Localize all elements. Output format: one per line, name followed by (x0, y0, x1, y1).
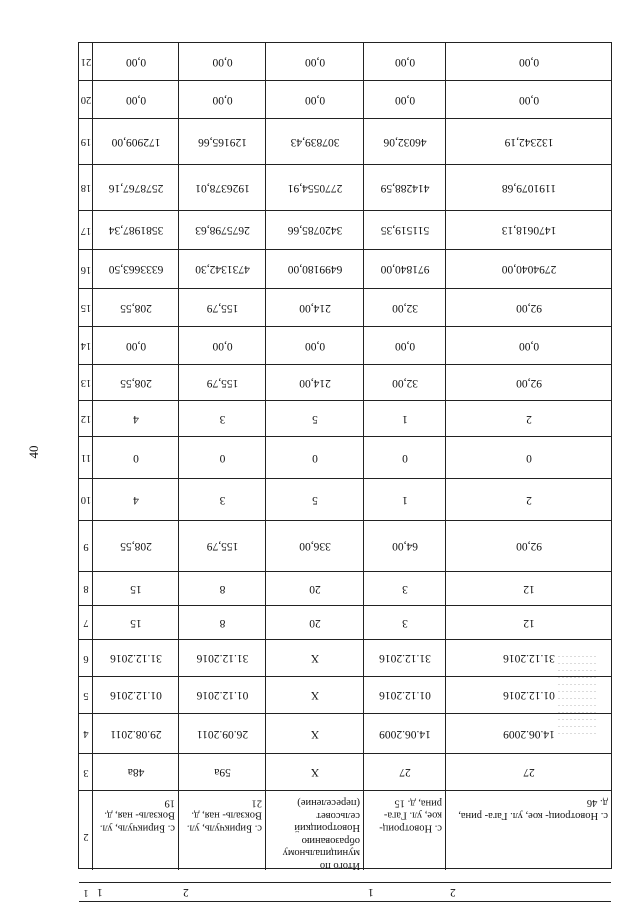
table-cell-c15: 92,00 (516, 302, 542, 314)
table-cell-c10: 5 (312, 494, 318, 506)
table-cell-c9: 336,00 (299, 540, 331, 553)
table-cell-c4: 14.06.2009 (503, 728, 555, 740)
table-cell-c7: 15 (130, 617, 142, 629)
table-cell-c10: 3 (219, 494, 226, 506)
table-cell-c13: 208,55 (120, 377, 152, 389)
table-cell-c7: 20 (309, 617, 321, 629)
table-cell-c11: 0 (526, 452, 532, 464)
column-number-label: 9 (83, 541, 89, 552)
column-number-label: 21 (80, 56, 92, 68)
column-number-label: 20 (80, 94, 92, 106)
table-cell-c2 (266, 791, 364, 883)
table-cell-c8: 8 (219, 583, 226, 595)
table-cell-c9: 64,00 (392, 540, 418, 553)
table-cell-c20: 0,00 (212, 94, 233, 106)
table-cell-c5: 01.12.2016 (110, 689, 162, 702)
column-number-label: 15 (80, 302, 92, 314)
table-cell-c15: 155,79 (206, 302, 239, 314)
table-cell-c5: X (310, 689, 320, 702)
table-cell-c17: 3420785,66 (287, 224, 343, 237)
table-cell-c11: 0 (402, 452, 408, 464)
column-number-label: 6 (83, 653, 89, 664)
table-cell-c1: 2 (183, 886, 189, 899)
table-cell-c1: 1 (368, 886, 374, 899)
table-cell-c2 (364, 791, 446, 883)
table-cell-c8: 15 (130, 583, 142, 595)
table-cell-c10: 1 (402, 494, 408, 506)
table-cell-c16: 6499180,00 (287, 263, 343, 276)
table-cell-c3: X (310, 766, 320, 779)
address-text: с. Бирикчуль, ул. Вокзаль- ная, д. 21 (186, 797, 262, 834)
table-cell-c6: 31.12.2016 (196, 652, 249, 665)
table-cell-c6: 31.12.2016 (379, 652, 431, 665)
table-cell-c19: 129165,66 (198, 136, 247, 148)
column-number-label: 13 (80, 377, 92, 389)
table-cell-c2 (179, 791, 266, 883)
table-cell-c13: 214,00 (299, 377, 331, 389)
address-text: с. Бирикчуль, ул. Вокзаль- ная, д. 19 (99, 797, 175, 834)
table-cell-c5: 01.12.2016 (196, 689, 249, 702)
column-number-label: 3 (83, 767, 89, 778)
column-number-label: 8 (83, 583, 89, 595)
column-number-label: 10 (80, 494, 92, 506)
table-cell-c8: 3 (402, 583, 408, 595)
table-cell-c3: 27 (523, 766, 535, 779)
column-number-label: 18 (80, 182, 92, 194)
table-cell-c14: 0,00 (212, 340, 233, 352)
table-cell-c12: 2 (526, 413, 532, 425)
table-cell-c14: 0,00 (518, 340, 540, 352)
table-cell-c13: 32,00 (392, 377, 418, 389)
table-cell-c19: 307839,43 (290, 136, 340, 148)
table-cell-c1 (266, 883, 364, 902)
address-text: с. Новотроиц- кое, ул. Гага- рина, д. 15 (379, 797, 442, 834)
column-number-label: 11 (80, 452, 92, 464)
table-cell-c3: 48а (127, 766, 145, 779)
table-cell-c12: 1 (402, 413, 408, 425)
column-number-label: 16 (80, 264, 92, 275)
table-cell-c9: 208,55 (120, 540, 152, 553)
table-cell-c3: 59а (214, 766, 231, 779)
column-number-label: 1 (83, 887, 89, 898)
table-cell-c6: 31.12.2016 (110, 652, 162, 665)
column-number-label: 5 (83, 690, 89, 701)
table-cell-c12: 5 (312, 413, 318, 425)
table-cell-c6: X (310, 652, 320, 665)
table-cell-c15: 214,00 (299, 302, 331, 314)
table-cell-c19: 132342,19 (504, 136, 554, 148)
table-cell-c6: 31.12.2016 (503, 652, 555, 665)
table-cell-c10: 4 (133, 494, 139, 506)
table-cell-c8: 20 (309, 583, 321, 595)
column-number-label: 12 (80, 413, 92, 425)
table-cell-c7: 12 (523, 617, 535, 629)
address-text: с. Новотроиц- кое, ул. Гага- рина, д. 46 (458, 797, 608, 821)
page-number: 40 (26, 445, 41, 459)
table-cell-c11: 0 (219, 452, 226, 464)
table-cell-c21: 0,00 (125, 56, 147, 68)
table-cell-c1: 1 (97, 886, 103, 899)
table-cell-c7: 3 (402, 617, 408, 629)
table-cell-c17: 1470618,13 (501, 224, 557, 237)
table-cell-c19: 172909,00 (111, 136, 161, 148)
table-cell-c15: 208,55 (120, 302, 152, 314)
table-cell-c16: 2794040,00 (501, 263, 557, 276)
table-cell-c11: 0 (312, 452, 318, 464)
table-cell-c4: 14.06.2009 (379, 728, 431, 740)
table-cell-c4: X (310, 728, 320, 740)
table-cell-c15: 32,00 (392, 302, 418, 314)
table-cell-c5: 01.12.2016 (503, 689, 555, 702)
table-cell-c3: 27 (399, 766, 411, 779)
table-cell-c9: 92,00 (516, 540, 542, 553)
table-cell-c17: 511519,35 (380, 224, 430, 237)
table-cell-c1: 2 (450, 886, 456, 899)
table-cell-c13: 155,79 (206, 377, 239, 389)
column-number-label: 17 (80, 225, 92, 236)
column-number-label: 19 (80, 136, 92, 148)
table-cell-c13: 92,00 (516, 377, 542, 389)
table-cell-c21: 0,00 (394, 56, 416, 68)
table-cell-c16: 6333663,50 (108, 263, 164, 276)
table-cell-c12: 3 (219, 413, 226, 425)
table-cell-c18: 1191079,68 (501, 182, 557, 194)
table-cell-c14: 0,00 (304, 340, 326, 352)
table-cell-c2 (446, 791, 612, 883)
table-cell-c12: 4 (133, 413, 139, 425)
table-cell-c19: 46032,06 (383, 136, 427, 148)
resettlement-table (78, 42, 612, 899)
table-cell-c14: 0,00 (125, 340, 147, 352)
table-cell-c21: 0,00 (518, 56, 540, 68)
table-cell-c4: 29.08.2011 (110, 728, 162, 740)
table-cell-c20: 0,00 (394, 94, 416, 106)
table-cell-c18: 414288,59 (380, 182, 430, 194)
column-number-label: 14 (80, 340, 92, 352)
table-cell-c10: 2 (526, 494, 532, 506)
table-cell-c11: 0 (133, 452, 139, 464)
table-cell-c4: 26.09.2011 (196, 728, 249, 740)
column-number-label: 4 (83, 728, 89, 740)
table-cell-c14: 0,00 (394, 340, 416, 352)
column-number-label: 7 (83, 617, 89, 629)
address-text: Итого по муниципальному образованию Новотроицкий сельсовет (переселение) (282, 797, 360, 871)
table-cell-c8: 12 (523, 583, 535, 595)
table-cell-c20: 0,00 (518, 94, 540, 106)
table-cell-c20: 0,00 (304, 94, 326, 106)
table-cell-c16: 971840,00 (380, 263, 430, 276)
table-cell-c2 (93, 791, 179, 883)
table-cell-c9: 155,79 (206, 540, 239, 553)
table-cell-c21: 0,00 (212, 56, 233, 68)
table-cell-c21: 0,00 (304, 56, 326, 68)
table-cell-c17: 2675798,63 (195, 224, 250, 237)
table-cell-c17: 3581987,34 (108, 224, 164, 237)
table-cell-c16: 4731342,30 (195, 263, 250, 276)
scan-stamp-mark (558, 650, 598, 760)
table-cell-c18: 2578767,16 (108, 182, 164, 194)
table-cell-c18: 2770554,91 (287, 182, 343, 194)
table-cell-c7: 8 (219, 617, 226, 629)
table-cell-c18: 1926378,01 (195, 182, 250, 194)
table-cell-c5: 01.12.2016 (379, 689, 431, 702)
table-cell-c20: 0,00 (125, 94, 147, 106)
column-number-label: 2 (83, 831, 89, 843)
